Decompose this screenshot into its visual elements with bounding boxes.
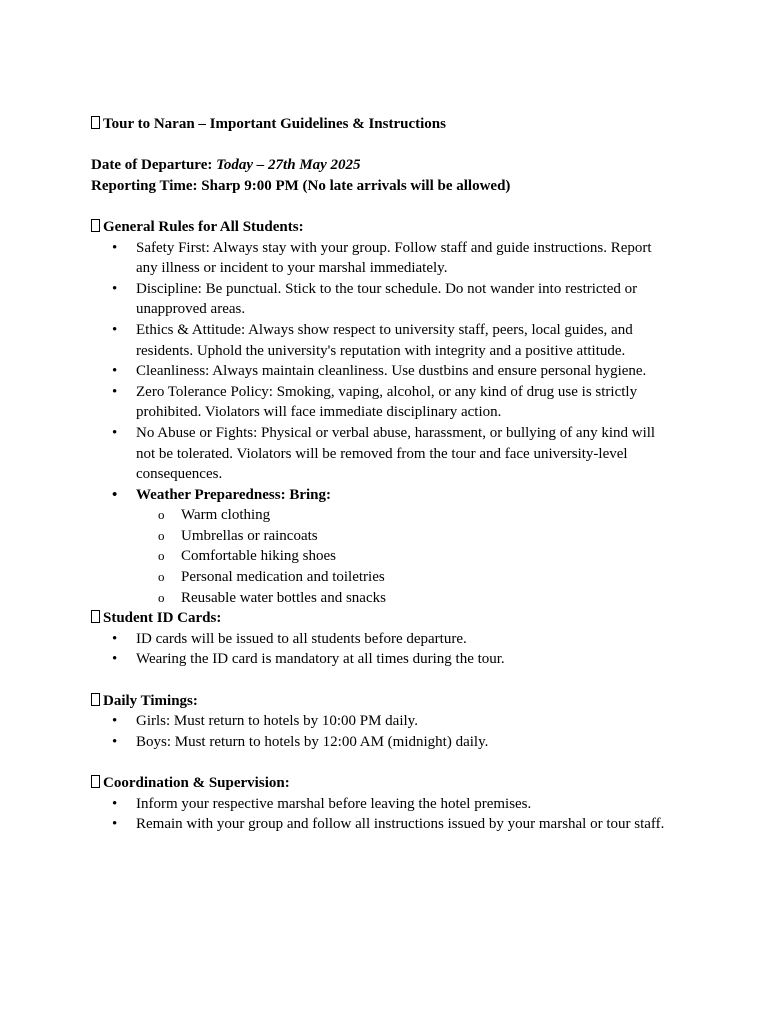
general-heading: General Rules for All Students: bbox=[103, 218, 304, 235]
departure-label: Date of Departure: bbox=[91, 157, 213, 174]
spacer bbox=[91, 196, 691, 217]
section-heading-id-cards bbox=[91, 608, 691, 629]
missing-glyph-icon bbox=[91, 610, 100, 623]
spacer bbox=[91, 752, 691, 773]
list-item: • ID cards will be issued to all students before departure. bbox=[91, 629, 666, 650]
missing-glyph-icon bbox=[91, 116, 100, 129]
list-item: • Boys: Must return to hotels by 12:00 AM (midnight) daily. bbox=[91, 732, 666, 753]
coordination-list bbox=[91, 794, 691, 835]
departure-line bbox=[91, 155, 691, 176]
missing-glyph-icon bbox=[91, 693, 100, 706]
departure-value: Today – 27th May 2025 bbox=[216, 157, 361, 174]
section-heading-timings bbox=[91, 691, 691, 712]
section-heading-general bbox=[91, 217, 691, 238]
document-page bbox=[91, 114, 691, 835]
sub-list-item: o Comfortable hiking shoes bbox=[136, 546, 691, 567]
reporting-time: Reporting Time: Sharp 9:00 PM (No late arrivals will be allowed) bbox=[91, 177, 511, 194]
id-cards-list bbox=[91, 629, 691, 670]
list-item: • Girls: Must return to hotels by 10:00 PM daily. bbox=[91, 711, 666, 732]
list-item: • Safety First: Always stay with your group. Follow staff and guide instructions. Report any illness or incident to your marshal immediately. bbox=[91, 238, 666, 279]
missing-glyph-icon bbox=[91, 775, 100, 788]
general-rules-list bbox=[91, 238, 691, 506]
coordination-heading: Coordination & Supervision: bbox=[103, 775, 290, 791]
list-item: • Remain with your group and follow all instructions issued by your marshal or tour staff. bbox=[91, 814, 691, 835]
list-item: • No Abuse or Fights: Physical or verbal abuse, harassment, or bullying of any kind will not be tolerated. Violators will be removed from the tour and face university-level consequences. bbox=[91, 423, 666, 485]
weather-label: Weather Preparedness: Bring: bbox=[136, 486, 331, 503]
list-item: • Ethics & Attitude: Always show respect to university staff, peers, local guides, and residents. Uphold the university's reputation with integrity and a positive attitude. bbox=[91, 320, 666, 361]
missing-glyph-icon bbox=[91, 219, 100, 232]
list-item: • Inform your respective marshal before leaving the hotel premises. bbox=[91, 794, 666, 815]
document-title: Tour to Naran – Important Guidelines & Instructions bbox=[103, 116, 446, 132]
id-cards-heading: Student ID Cards: bbox=[103, 610, 222, 627]
weather-item bbox=[91, 485, 691, 506]
section-heading-coordination bbox=[91, 773, 691, 794]
timings-list bbox=[91, 711, 691, 752]
list-item: • Discipline: Be punctual. Stick to the tour schedule. Do not wander into restricted or unapproved areas. bbox=[91, 279, 666, 320]
list-item: • Wearing the ID card is mandatory at all times during the tour. bbox=[91, 649, 666, 670]
weather-sublist bbox=[91, 505, 691, 608]
sub-list-item: o Warm clothing bbox=[136, 505, 691, 526]
spacer bbox=[91, 670, 691, 691]
document-title-line bbox=[91, 114, 691, 135]
list-item: • Zero Tolerance Policy: Smoking, vaping, alcohol, or any kind of drug use is strictly prohibited. Violators will face immediate disciplinary action. bbox=[91, 382, 666, 423]
sub-list-item: o Umbrellas or raincoats bbox=[136, 526, 691, 547]
timings-heading: Daily Timings: bbox=[103, 692, 198, 709]
spacer bbox=[91, 135, 691, 156]
sub-list-item: o Personal medication and toiletries bbox=[136, 567, 691, 588]
list-item: • Cleanliness: Always maintain cleanliness. Use dustbins and ensure personal hygiene. bbox=[91, 361, 666, 382]
sub-list-item: o Reusable water bottles and snacks bbox=[136, 588, 691, 609]
